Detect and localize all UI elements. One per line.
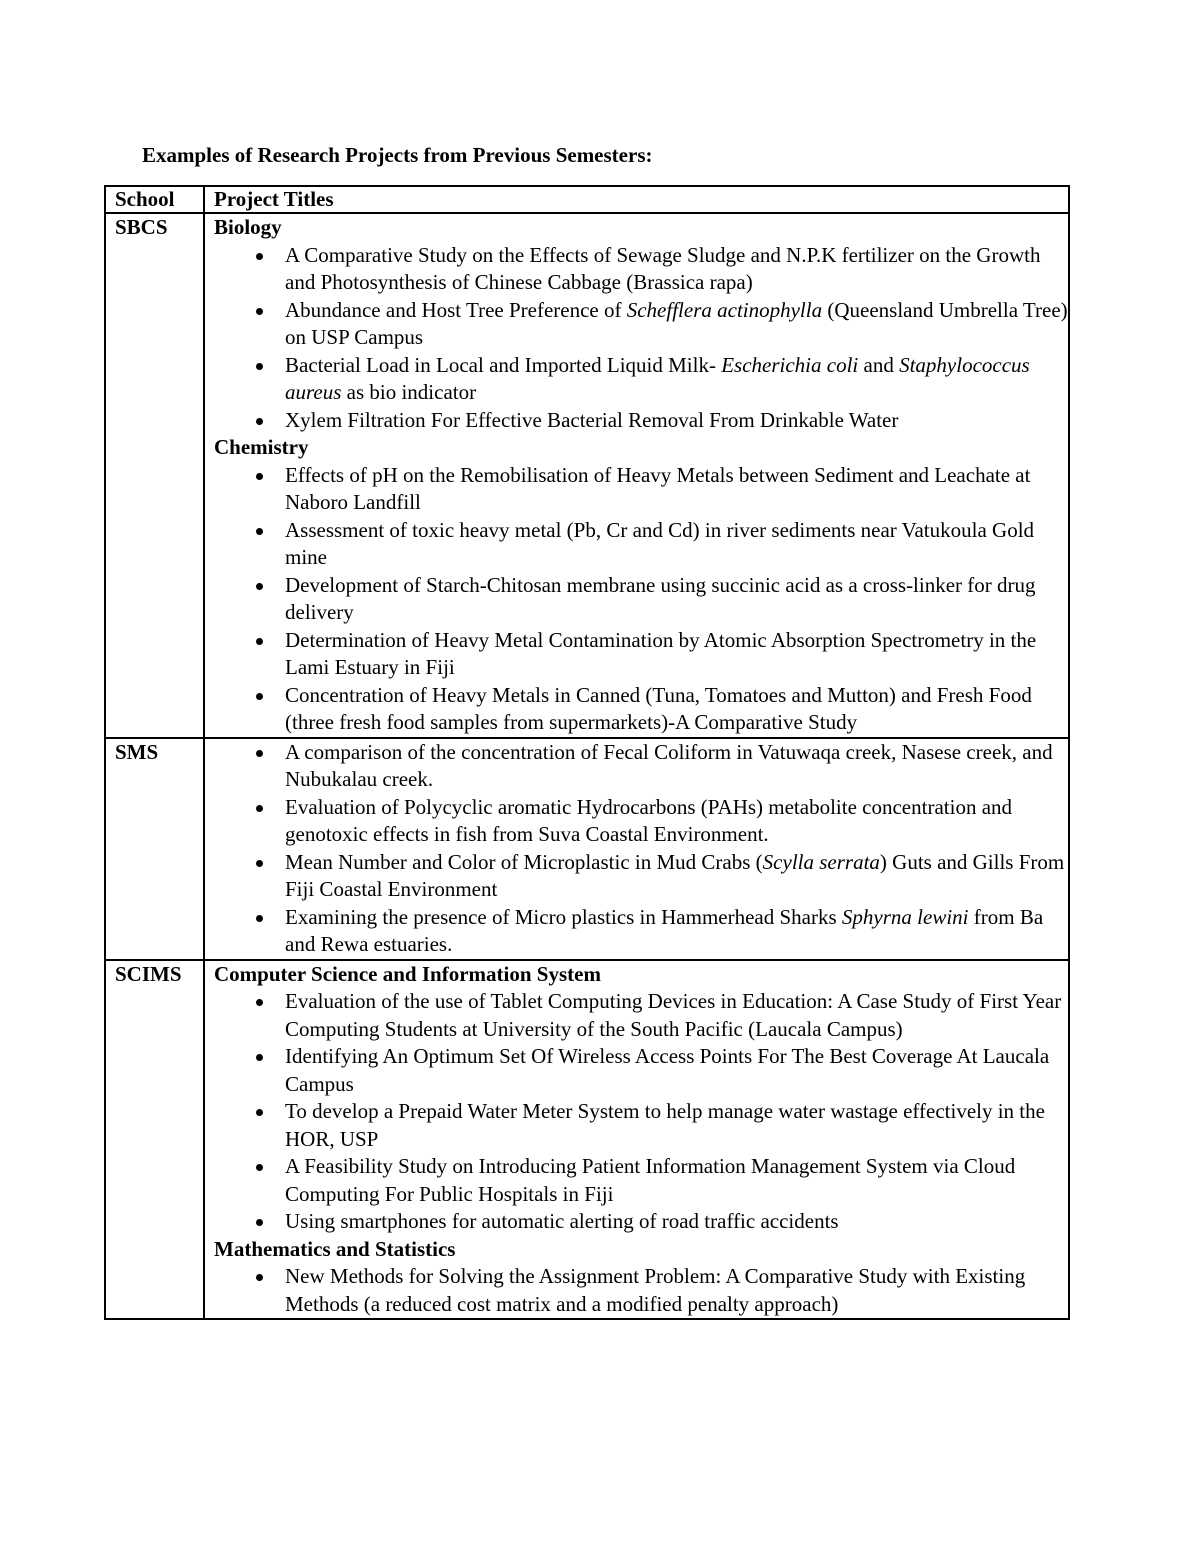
project-title-item: Concentration of Heavy Metals in Canned (Tuna, Tomatoes and Mutton) and Fresh Food (three fresh food samples from supermarkets)-A Comparative Study (214, 682, 1068, 737)
project-title-item: Xylem Filtration For Effective Bacterial Removal From Drinkable Water (214, 407, 1068, 435)
discipline-heading: Computer Science and Information System (214, 961, 601, 986)
discipline-heading: Chemistry (214, 435, 309, 459)
project-list (214, 242, 1068, 435)
project-title-item: Assessment of toxic heavy metal (Pb, Cr and Cd) in river sediments near Vatukoula Gold mine (214, 517, 1068, 572)
school-cell: SBCS (105, 213, 204, 738)
school-cell: SCIMS (105, 960, 204, 1320)
species-name: Staphylococcus aureus (285, 352, 1030, 404)
project-title-item: Effects of pH on the Remobilisation of Heavy Metals between Sediment and Leachate at Naboro Landfill (214, 462, 1068, 517)
project-list (214, 739, 1068, 959)
header-school: School (105, 186, 204, 213)
project-title-item: A comparison of the concentration of Fecal Coliform in Vatuwaqa creek, Nasese creek, and Nubukalau creek. (214, 739, 1068, 794)
project-title-item: Determination of Heavy Metal Contamination by Atomic Absorption Spectrometry in the Lami Estuary in Fiji (214, 627, 1068, 682)
table-row (105, 738, 1069, 960)
project-list (214, 988, 1068, 1236)
school-cell: SMS (105, 738, 204, 960)
species-name: Sphyrna lewini (841, 904, 969, 929)
project-title-item: Mean Number and Color of Microplastic in Mud Crabs (Scylla serrata) Guts and Gills From Fiji Coastal Environment (214, 849, 1068, 904)
project-title-item: New Methods for Solving the Assignment Problem: A Comparative Study with Existing Methods (a reduced cost matrix and a modified penalty approach) (214, 1263, 1068, 1318)
discipline-heading: Mathematics and Statistics (214, 1236, 456, 1261)
project-title-item: Abundance and Host Tree Preference of Schefflera actinophylla (Queensland Umbrella Tree) on USP Campus (214, 297, 1068, 352)
project-titles-cell (204, 213, 1069, 738)
table-body (105, 213, 1069, 1319)
project-title-item: Evaluation of the use of Tablet Computing Devices in Education: A Case Study of First Year Computing Students at University of the South Pacific (Laucala Campus) (214, 988, 1068, 1043)
project-title-item: Examining the presence of Micro plastics in Hammerhead Sharks Sphyrna lewini from Ba and Rewa estuaries. (214, 904, 1068, 959)
project-title-item: To develop a Prepaid Water Meter System to help manage water wastage effectively in the HOR, USP (214, 1098, 1068, 1153)
table-row (105, 213, 1069, 738)
table-row (105, 960, 1069, 1320)
project-title-item: Identifying An Optimum Set Of Wireless Access Points For The Best Coverage At Laucala Campus (214, 1043, 1068, 1098)
project-list (214, 462, 1068, 737)
project-title-item: Using smartphones for automatic alerting of road traffic accidents (214, 1208, 1068, 1236)
project-title-item: Evaluation of Polycyclic aromatic Hydrocarbons (PAHs) metabolite concentration and genotoxic effects in fish from Suva Coastal Environment. (214, 794, 1068, 849)
header-project-titles: Project Titles (204, 186, 1069, 213)
projects-table (104, 185, 1070, 1320)
project-titles-cell (204, 738, 1069, 960)
project-titles-cell (204, 960, 1069, 1320)
discipline-heading: Biology (214, 215, 282, 239)
page-heading: Examples of Research Projects from Previous Semesters: (142, 143, 653, 167)
species-name: Scylla serrata (762, 849, 880, 874)
species-name: Schefflera actinophylla (626, 297, 823, 322)
table-header-row (105, 186, 1069, 213)
species-name: Escherichia coli (721, 352, 859, 377)
project-title-item: A Comparative Study on the Effects of Sewage Sludge and N.P.K fertilizer on the Growth and Photosynthesis of Chinese Cabbage (Brassica rapa) (214, 242, 1068, 297)
project-title-item: A Feasibility Study on Introducing Patient Information Management System via Cloud Computing For Public Hospitals in Fiji (214, 1153, 1068, 1208)
project-list (214, 1263, 1068, 1318)
project-title-item: Bacterial Load in Local and Imported Liquid Milk- Escherichia coli and Staphylococcus aureus as bio indicator (214, 352, 1068, 407)
project-title-item: Development of Starch-Chitosan membrane using succinic acid as a cross-linker for drug delivery (214, 572, 1068, 627)
